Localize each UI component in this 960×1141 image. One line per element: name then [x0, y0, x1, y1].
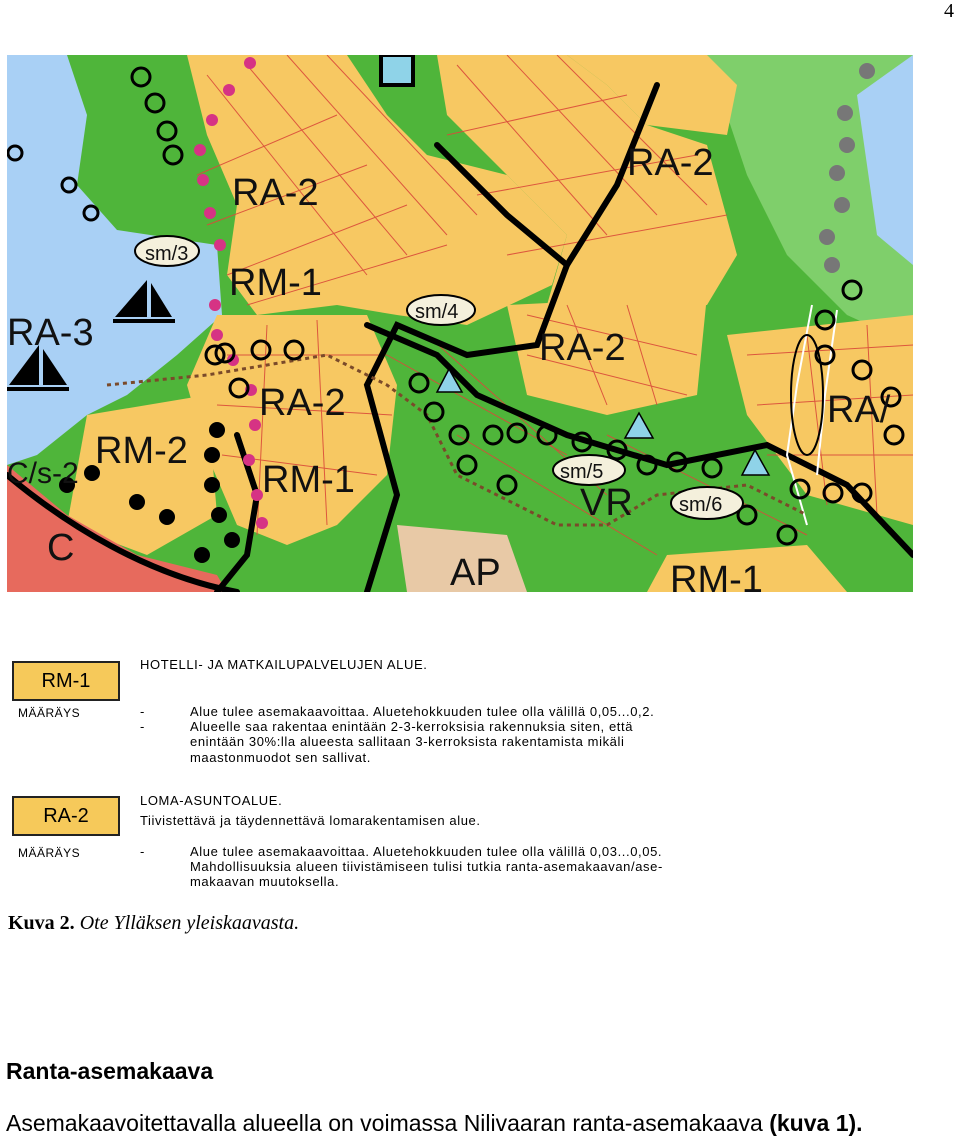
map-zone-label: RA-2	[259, 382, 346, 424]
map-zone-label: RA-2	[539, 327, 626, 369]
map-sm-label: sm/4	[415, 301, 459, 323]
map-zone-label: RM-1	[262, 459, 355, 501]
map-zone-label: C/s-2	[7, 457, 79, 490]
map-zone-label: RM-1	[229, 262, 322, 304]
map-legend	[0, 650, 960, 895]
map-zone-label: RA/	[827, 389, 891, 431]
legend-dash: -	[140, 704, 145, 719]
legend-line: maastonmuodot sen sallivat.	[190, 750, 371, 765]
legend-line: Alueelle saa rakentaa enintään 2-3-kerroksisia rakennuksia siten, että	[190, 719, 634, 734]
maarays-label: MÄÄRÄYS	[18, 846, 81, 860]
legend-code-box: RM-1	[12, 661, 120, 701]
map-zone-label: AP	[450, 552, 501, 592]
legend-line: enintään 30%:lla alueesta sallitaan 3-kerroksista rakentamista mikäli	[190, 734, 625, 749]
maarays-label: MÄÄRÄYS	[18, 706, 81, 720]
map-zone-label: RA-2	[627, 142, 714, 184]
page-number: 4	[944, 0, 954, 22]
legend-subtitle: Tiivistettävä ja täydennettävä lomarakentamisen alue.	[140, 813, 481, 828]
legend-line: Alue tulee asemakaavoittaa. Aluetehokkuuden tulee olla välillä 0,05...0,2.	[190, 704, 655, 719]
legend-title: HOTELLI- JA MATKAILUPALVELUJEN ALUE.	[140, 657, 428, 672]
map-sm-label: sm/5	[560, 461, 604, 483]
legend-dash: -	[140, 719, 145, 734]
map-zone-label: RM-1	[670, 559, 763, 592]
map-zone-label: C	[47, 527, 75, 569]
section-heading: Ranta-asemakaava	[6, 1058, 214, 1084]
caption-text: Ote Ylläksen yleiskaavasta.	[79, 912, 300, 934]
body-reference: (kuva 1).	[769, 1110, 863, 1136]
legend-line: Alue tulee asemakaavoittaa. Aluetehokkuuden tulee olla välillä 0,03...0,05.	[190, 844, 663, 859]
caption-label: Kuva 2.	[8, 912, 75, 934]
master-plan-map-excerpt	[7, 55, 913, 592]
figure-caption	[8, 912, 299, 935]
legend-dash: -	[140, 844, 145, 859]
legend-line: makaavan muutoksella.	[190, 874, 340, 889]
map-sm-label: sm/6	[679, 494, 723, 516]
legend-line: Mahdollisuuksia alueen tiivistämiseen tulisi tutkia ranta-asemakaavan/ase-	[190, 859, 663, 874]
body-paragraph	[6, 1110, 863, 1137]
map-zone-label: VR	[580, 482, 633, 524]
map-zone-label: RA-2	[232, 172, 319, 214]
legend-title: LOMA-ASUNTOALUE.	[140, 793, 283, 808]
map-image	[7, 55, 913, 592]
body-text: Asemakaavoitettavalla alueella on voimassa Nilivaaran ranta-asemakaava	[6, 1110, 763, 1136]
legend-code-box: RA-2	[12, 796, 120, 836]
map-sm-label: sm/3	[145, 243, 189, 265]
map-zone-label: RA-3	[7, 312, 94, 354]
map-zone-label: RM-2	[95, 430, 188, 472]
